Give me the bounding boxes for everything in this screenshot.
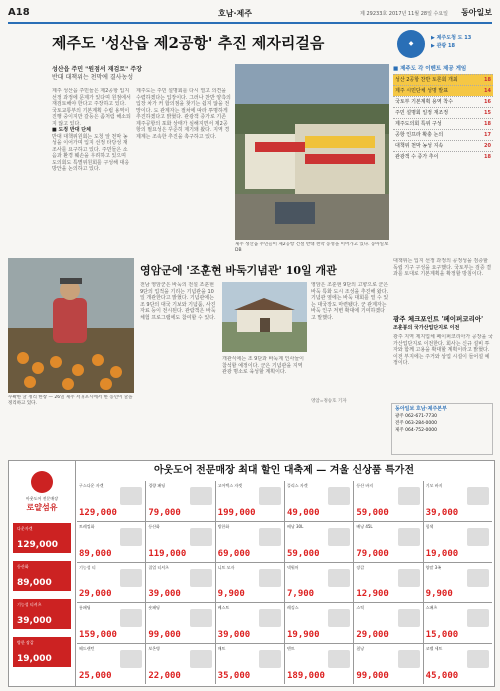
sidebar-link[interactable]: ▶ 관광 18 — [431, 43, 455, 49]
ad-product-cell — [354, 522, 422, 562]
sidebar-row[interactable]: 제주 시민단체 성명 발표 14 — [393, 85, 493, 96]
section-name: 호남·제주 — [218, 9, 252, 18]
ad-product-cell — [354, 563, 422, 603]
product-name: 기능성 티 — [79, 564, 96, 570]
sidebar-index — [393, 26, 493, 251]
product-name: 침낭 — [356, 646, 365, 652]
ad-product-cell — [77, 563, 145, 603]
contact-line: 제주 064-752-0000 — [395, 428, 438, 433]
sidebar-row[interactable]: 관광객 수 증가 추이 18 — [393, 151, 493, 162]
product-image — [259, 487, 281, 505]
contact-box — [391, 403, 493, 455]
paper-logo: 동아일보 — [461, 7, 492, 17]
second-byline: 영암=정승호 기자 — [311, 399, 347, 404]
product-name: 숏패딩 — [148, 605, 160, 611]
sidebar-row[interactable]: 공항 인프라 확충 논의 17 — [393, 129, 493, 140]
product-name: 베스트 — [217, 605, 230, 611]
page-header — [8, 6, 492, 24]
product-name: 집업 티셔츠 — [148, 564, 169, 570]
top-kicker — [52, 66, 237, 82]
product-price: 12,900 — [356, 589, 389, 600]
product-price: 49,000 — [287, 507, 320, 518]
ad-product-cell — [216, 603, 284, 643]
product-price: 9,900 — [425, 589, 453, 600]
ad-product-cell — [424, 481, 492, 521]
product-price: 35,000 — [217, 670, 251, 681]
product-image — [398, 569, 420, 587]
museum-photo — [222, 282, 307, 352]
ad-product-cell — [424, 603, 492, 643]
ad-brand — [15, 471, 69, 513]
product-name: 넥워머 — [287, 564, 299, 570]
product-name: 플리스 자켓 — [287, 483, 308, 488]
product-image — [259, 569, 281, 587]
product-image — [190, 528, 212, 546]
product-image — [398, 487, 420, 505]
ad-product-cell — [285, 481, 353, 521]
product-image — [467, 569, 489, 587]
product-price: 59,000 — [287, 548, 320, 559]
product-image — [467, 650, 489, 668]
sidebar-row[interactable]: 제주도의회 특위 구성 18 — [393, 118, 493, 129]
product-name: 등산화 — [148, 523, 160, 529]
ad-product-grid — [77, 481, 492, 684]
sidebar-row[interactable]: 주민 설명회 일정 재조정 15 — [393, 107, 493, 118]
product-price: 29,000 — [79, 589, 112, 600]
product-name: 장갑 — [356, 564, 365, 570]
ad-product-cell — [216, 522, 284, 562]
product-image — [190, 650, 212, 668]
product-name: 배낭 30L — [287, 523, 304, 529]
product-name: 레깅스 — [287, 605, 299, 611]
product-name: 헤드랜턴 — [79, 646, 95, 652]
product-price: 15,000 — [425, 630, 459, 641]
ad-product-cell — [285, 522, 353, 562]
side-subheadline: 조훈봉의 국가산업단지로 이전 — [393, 325, 460, 331]
ad-banner: 아웃도어 전문매장 최대 할인 대축제 — 겨울 신상품 특가전 — [77, 463, 491, 479]
product-image — [120, 487, 142, 505]
product-price: 79,000 — [148, 507, 181, 518]
product-price: 189,000 — [287, 670, 325, 681]
product-price: 199,000 — [217, 507, 256, 518]
product-price: 19,900 — [287, 630, 320, 641]
product-image — [120, 609, 142, 627]
ad-product-cell — [216, 481, 284, 521]
product-name: 고어텍스 자켓 — [217, 483, 243, 488]
sidebar-row[interactable]: 성산 2공항 찬반 토론회 개최 18 — [393, 74, 493, 85]
photo-caption: 제주 성산읍 주민들이 제2공항 건설 반대 천막 농성을 이어가고 있다. 동아일보 DB — [235, 242, 389, 253]
ad-product-cell — [285, 603, 353, 643]
product-image — [190, 487, 212, 505]
product-image — [467, 487, 489, 505]
product-name: 롱패딩 — [79, 605, 91, 611]
article-column-1: 제주 성산읍 주민들은 제2공항 입지 선정 과정에 문제가 있다며 원점에서 재검토해야 한다고 주장하고 있다. 국토교통부의 기본계획 수립 용역이 진행 중이지만 갈등은 좀처럼 해소되지 않고 있다. ■ 도정 반대 단체 반대 대책위원회는 도청 앞 천막 농성을 이어가며 입지 선정 타당성 재조사를 요구하고 있다. 주민들은 소음과 환경 훼손을 우려하고 있으며 도의회도 특별위원회를 구성해 대응 방안을 논의하고 있다. — [52, 88, 131, 172]
photo2-caption: 수확한 귤 정리 한창 — 26일 제주 서귀포시에서 한 농민이 귤을 정리하고 있다. — [8, 395, 133, 406]
ad-brand-panel — [9, 461, 76, 686]
ad-left-price: 방한 장갑 19,000 — [13, 637, 71, 667]
ad-product-cell — [77, 522, 145, 562]
product-name: 방한화 — [217, 523, 230, 529]
farmer-photo — [8, 258, 134, 393]
ad-product-cell — [424, 522, 492, 562]
issue-date: 제 29233호 2017년 11월 28일 수요일 — [360, 11, 448, 17]
brand-name: 로얄섬유 — [26, 502, 58, 512]
article-column-3: 대책위는 입지 선정 과정의 공정성을 검증할 독립 기구 구성을 요구했다. 국토부는 검증 결과를 토대로 기본계획을 확정할 방침이다. — [393, 258, 492, 277]
side-column: 광주 지역 제지업체 페이퍼코리아가 공장을 국가산업단지로 이전한다. 회사는 신규 설비 투자와 함께 고용을 확대할 계획이라고 밝혔다. 이전 부지에는 주거와 상업 시설이 들어설 예정이다. — [393, 334, 493, 366]
article-column-2: 제주도는 주민 설명회를 다시 열고 의견을 수렴하겠다는 입장이다. 그러나 찬반 양측의 입장 차가 커 합의점을 찾기는 쉽지 않을 전망이다. 도 관계자는 절차에 따라 투명하게 추진하겠다고 밝혔다. 관광객 증가로 기존 제주공항의 포화 상태가 심해지면서 제2공항의 필요성은 꾸준히 제기돼 왔다. 지역 경제계는 조속한 추진을 촉구하고 있다. — [136, 88, 231, 140]
sidebar-title: ■ 제주도 각 이벤트 제공 게임 — [393, 66, 467, 72]
ad-product-cell — [146, 481, 214, 521]
product-price: 39,000 — [148, 589, 181, 600]
product-price: 99,000 — [148, 630, 181, 641]
product-name: 니트 모자 — [217, 564, 235, 570]
product-image — [398, 609, 420, 627]
kicker-line-2: 반대 대책위는 천막에 결사농성 — [52, 74, 134, 81]
ad-product-cell — [77, 603, 145, 643]
product-image — [120, 528, 142, 546]
sidebar-row[interactable]: 국토부 기본계획 용역 착수 16 — [393, 96, 493, 107]
contact-line: 광주 062-671-7730 — [395, 414, 438, 419]
ad-left-price: 등산화 89,000 — [13, 561, 71, 591]
ad-product-cell — [146, 522, 214, 562]
product-price: 69,000 — [217, 548, 251, 559]
ad-product-cell — [146, 603, 214, 643]
product-image — [259, 609, 281, 627]
product-price: 45,000 — [425, 670, 459, 681]
ad-product-cell — [285, 644, 353, 684]
product-image — [190, 569, 212, 587]
product-price: 159,000 — [79, 630, 117, 641]
product-name: 양말 3족 — [425, 564, 442, 570]
sidebar-link[interactable]: ▶ 제주도청 도 13 — [431, 35, 472, 41]
product-name: 배낭 45L — [356, 523, 373, 529]
product-price: 59,000 — [356, 507, 389, 518]
product-price: 79,000 — [356, 548, 389, 559]
product-name: 텐트 — [287, 646, 295, 652]
advertisement — [8, 460, 495, 687]
product-price: 99,000 — [356, 670, 389, 681]
article-subhead: ■ 도정 반대 단체 — [52, 127, 91, 133]
sidebar-row[interactable]: 대책위 천막 농성 지속 20 — [393, 140, 493, 151]
product-price: 39,000 — [217, 630, 251, 641]
ad-left-price: 다운자켓 129,000 — [13, 523, 71, 553]
product-name: 구스다운 자켓 — [79, 483, 104, 488]
product-price: 39,000 — [425, 507, 459, 518]
emblem-icon: ◆ — [397, 30, 425, 58]
contact-line: 전주 063-284-0000 — [395, 421, 438, 426]
sidebar-links — [431, 26, 493, 50]
product-price: 129,000 — [79, 507, 117, 518]
product-price: 119,000 — [148, 548, 187, 559]
product-image — [467, 528, 489, 546]
ad-product-cell — [354, 481, 422, 521]
brand-tagline: 아웃도어 전문매장 — [25, 496, 59, 501]
product-name: 스틱 — [356, 605, 365, 611]
brand-logo-icon — [31, 471, 53, 493]
product-image — [328, 650, 350, 668]
product-name: 트레킹화 — [79, 523, 95, 529]
product-name: 경량 패딩 — [148, 483, 166, 488]
contact-title: 동아일보 호남·제주본부 — [395, 406, 447, 412]
product-image — [398, 528, 420, 546]
product-image — [328, 609, 350, 627]
ad-product-cell — [77, 481, 145, 521]
product-price: 7,900 — [287, 589, 315, 600]
top-headline: 제주도 '성산읍 제2공항' 추진 제자리걸음 — [52, 34, 325, 52]
ad-left-price: 기능성 티셔츠 39,000 — [13, 599, 71, 629]
product-image — [259, 650, 281, 668]
second-headline: 영암군에 '조훈현 바둑기념관' 10일 개관 — [140, 264, 337, 277]
ad-product-cell — [424, 644, 492, 684]
product-name: 매트 — [217, 646, 226, 652]
product-image — [120, 569, 142, 587]
product-name: 등산 바지 — [356, 483, 374, 488]
product-image — [467, 609, 489, 627]
product-image — [328, 528, 350, 546]
kicker-line-1: 성산읍 주민 "원점서 재검토" 주장 — [52, 66, 142, 73]
ad-product-cell — [354, 644, 422, 684]
page-number: A18 — [8, 7, 30, 18]
protest-photo — [235, 64, 389, 240]
ad-product-cell — [77, 644, 145, 684]
product-price: 25,000 — [79, 670, 112, 681]
product-name: 보온병 — [148, 646, 160, 652]
product-price: 89,000 — [79, 548, 112, 559]
ad-product-cell — [216, 644, 284, 684]
second-column-1: 전남 영암군은 바둑의 전설 조훈현 9단의 업적을 기리는 기념관을 10일 개관한다고 밝혔다. 기념관에는 조 9단의 대국 기보와 기념품, 사진 자료 등이 전시된다. 관람객은 바둑 체험 프로그램에도 참여할 수 있다. — [140, 282, 216, 321]
product-image — [328, 569, 350, 587]
ad-product-cell — [285, 563, 353, 603]
ad-product-cell — [216, 563, 284, 603]
product-image — [120, 650, 142, 668]
product-name: 힙색 — [425, 523, 434, 529]
product-name: 코펠 세트 — [425, 646, 443, 652]
second-column-2: 개관식에는 조 9단과 바둑계 인사들이 참석할 예정이다. 군은 기념관을 지역 관광 명소로 육성할 계획이다. — [222, 356, 304, 375]
ad-product-cell — [424, 563, 492, 603]
side-headline: 광주 체크포인트 '페이퍼코리아' — [393, 315, 484, 323]
product-name: 기모 바지 — [425, 483, 443, 488]
product-name: 스패츠 — [425, 605, 438, 611]
product-image — [398, 650, 420, 668]
ad-product-cell — [354, 603, 422, 643]
second-column-3: 영암은 조훈현 9단의 고향으로 군은 바둑 특화 도시 조성을 추진해 왔다. 기념관 옆에는 바둑 대회를 열 수 있는 대국장도 마련됐다. 군 관계자는 바둑 인구 저변 확대에 기여하겠다고 말했다. — [311, 282, 389, 321]
product-image — [190, 609, 212, 627]
product-image — [328, 487, 350, 505]
product-price: 22,000 — [148, 670, 181, 681]
ad-product-cell — [146, 644, 214, 684]
product-price: 29,000 — [356, 630, 389, 641]
product-price: 19,000 — [425, 548, 459, 559]
product-price: 9,900 — [217, 589, 245, 600]
product-image — [259, 528, 281, 546]
ad-product-cell — [146, 563, 214, 603]
